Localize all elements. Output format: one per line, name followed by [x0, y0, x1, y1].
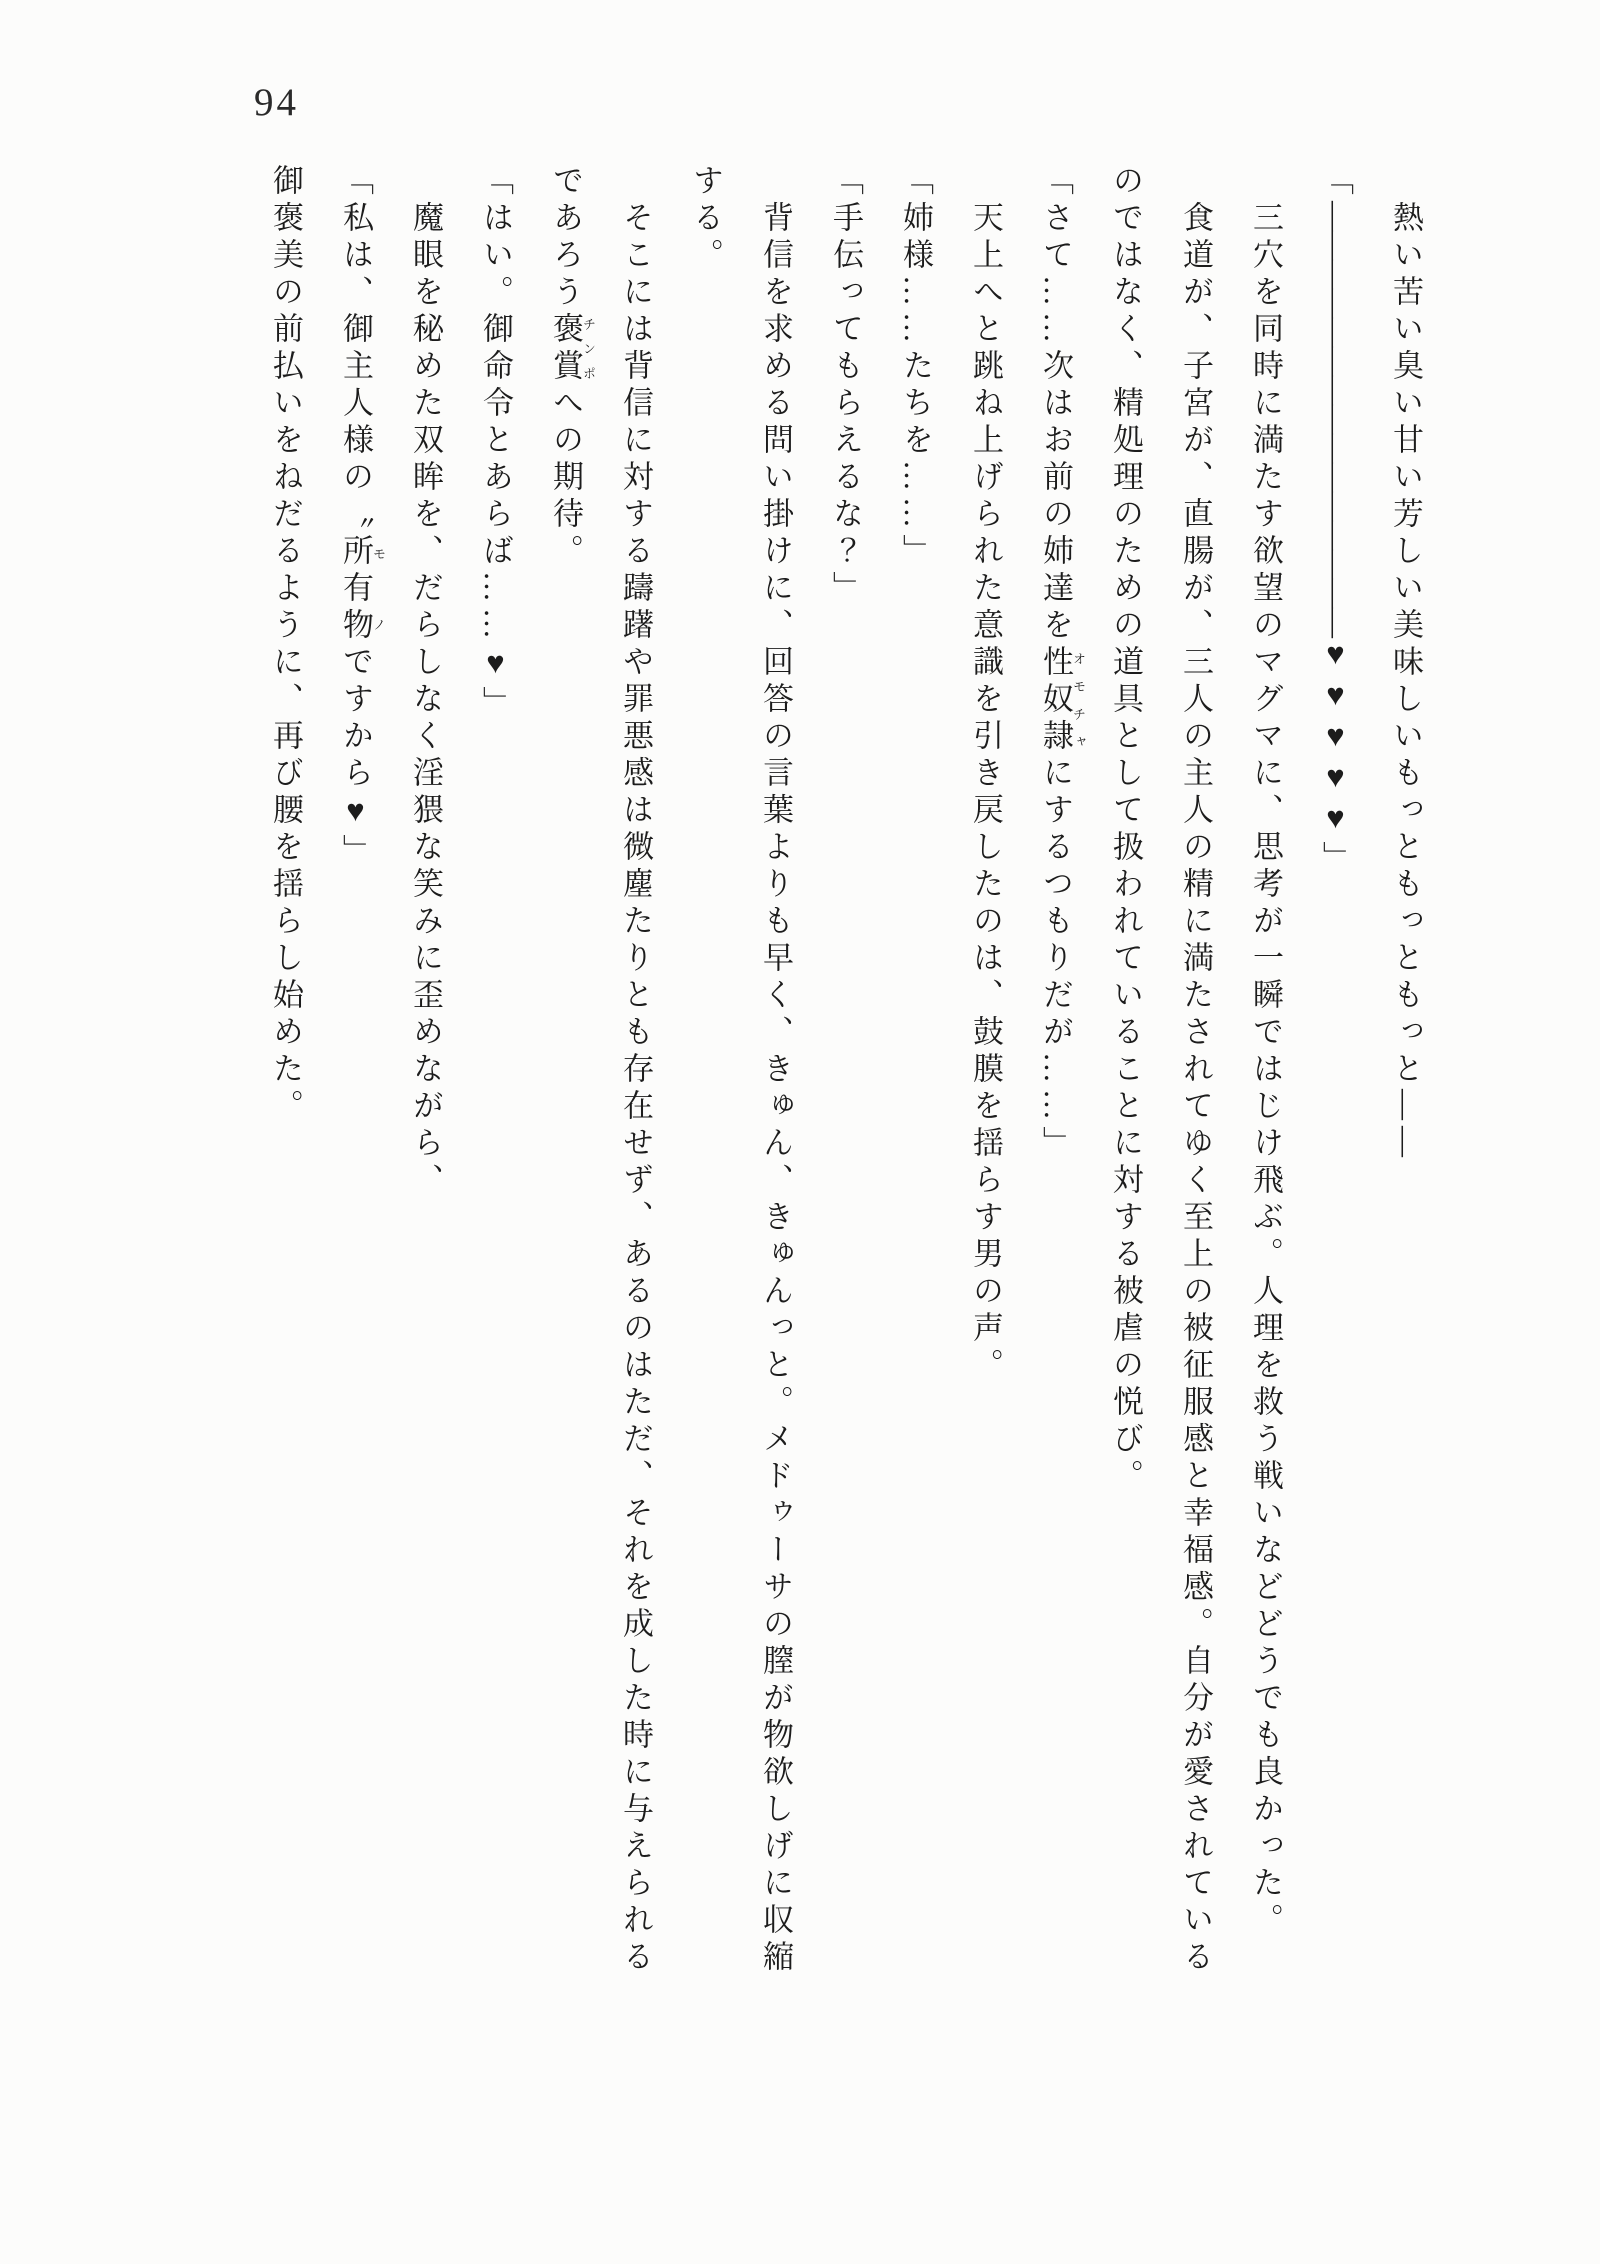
text-line: [600, 164, 670, 1992]
text-segment: 天上へと跳ね上げられた意識を引き戻したのは、鼓膜を揺らす男の声。: [968, 201, 1003, 1385]
ruby-annotated-word: 性奴隷オモチャ: [1038, 645, 1086, 756]
text-line: [880, 164, 950, 1992]
text-segment: ♥♥♥♥♥」: [1318, 636, 1353, 878]
text-line: [460, 164, 530, 1992]
ruby-annotated-word: 所有物モノ: [338, 534, 386, 645]
text-segment: ですから♥」: [338, 645, 373, 871]
text-line: [1020, 164, 1090, 1992]
text-segment: 背信を求める問い掛けに、回答の言葉よりも早く、きゅん、きゅんっと。メドゥーサの膣が物欲しげに収縮: [758, 201, 793, 1977]
text-segment: そこには背信に対する躊躇や罪悪感は微塵たりとも存在せず、あるのはただ、それを成した時に与えられる: [618, 201, 653, 1977]
text-segment: 御褒美の前払いをねだるように、再び腰を揺らし始めた。: [268, 164, 303, 1126]
text-segment: 食道が、子宮が、直腸が、三人の主人の精に満たされてゆく至上の被征服感と幸福感。自分が愛されている: [1178, 201, 1213, 1977]
text-segment: のではなく、精処理のための道具として扱われていることに対する被虐の悦び。: [1108, 164, 1143, 1496]
text-line: [1370, 164, 1440, 1992]
long-dash: ―――――――――――――――: [1318, 201, 1353, 636]
text-line: [950, 164, 1020, 1992]
text-segment: にするつもりだが……」: [1038, 756, 1073, 1163]
text-segment: 魔眼を秘めた双眸を、だらしなく淫猥な笑みに歪めながら、: [408, 201, 443, 1200]
text-segment: への期待。: [548, 386, 583, 571]
page-text: [250, 164, 1440, 1992]
text-segment: 「はい。御命令とあらば……♥」: [478, 164, 513, 723]
text-line: [1160, 164, 1230, 1992]
text-line: [740, 164, 810, 1992]
text-segment: 三穴を同時に満たす欲望のマグマに、思考が一瞬ではじけ飛ぶ。人理を救う戦いなどどうでも良かった。: [1248, 201, 1283, 1940]
text-segment: 「私は、御主人様の〝: [338, 164, 373, 534]
page-number: 94: [254, 81, 299, 124]
text-line: [250, 164, 320, 1992]
text-line: [1090, 164, 1160, 1992]
text-segment: 「姉様……たちを……」: [898, 164, 933, 571]
text-line: [530, 164, 600, 1992]
text-line: [1300, 164, 1370, 1992]
ruby-annotated-word: 褒賞チンポ: [548, 312, 596, 386]
text-segment: 「手伝ってもらえるな？」: [828, 164, 863, 608]
text-segment: 「: [1318, 164, 1353, 201]
text-line: [1230, 164, 1300, 1992]
text-segment: 「さて……次はお前の姉達を: [1038, 164, 1073, 645]
text-line: [320, 164, 390, 1992]
text-segment: する。: [688, 164, 723, 275]
text-line: [670, 164, 740, 1992]
text-segment: 熱い苦い臭い甘い芳しい美味しいもっともっともっと――: [1388, 201, 1423, 1163]
text-segment: であろう: [548, 164, 583, 312]
text-line: [810, 164, 880, 1992]
text-line: [390, 164, 460, 1992]
